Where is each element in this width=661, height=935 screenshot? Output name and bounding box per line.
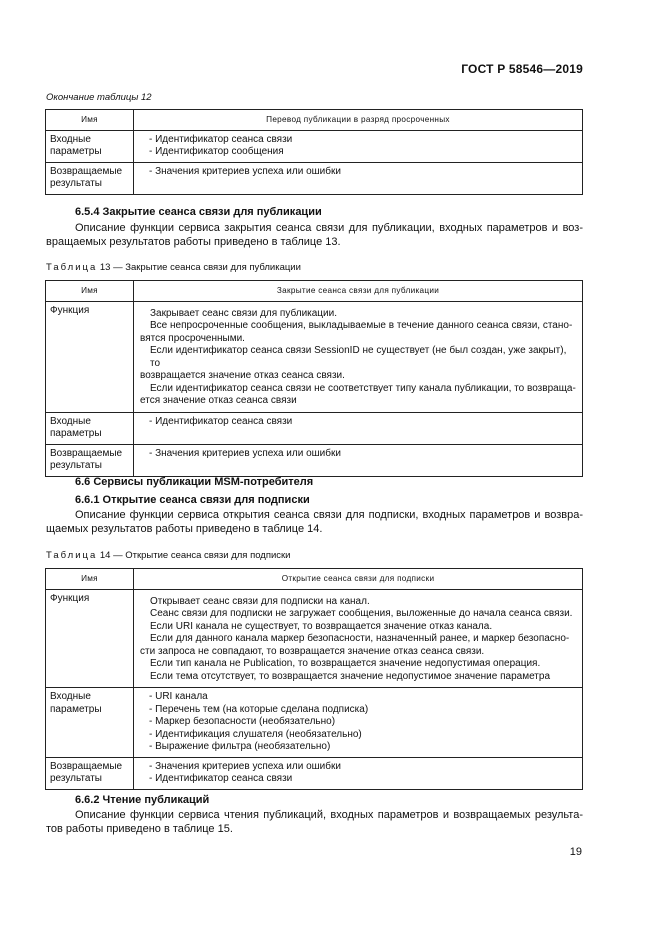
description-line: ется значение отказ сеанса связи xyxy=(140,395,297,406)
paragraph-line: Описание функции сервиса закрытия сеанса связи для публикации, входных параметров и воз- xyxy=(75,222,583,234)
table-row xyxy=(46,444,583,476)
list-item: - Значения критериев успеха или ошибки xyxy=(149,447,341,459)
description-line: сти запроса не совпадают, то возвращается значение отказ сеанса связи. xyxy=(140,645,485,657)
description-line: Если идентификатор сеанса связи SessionID не существует (не был создан, уже закрыт), то xyxy=(150,345,567,369)
list-item: - Маркер безопасности (необязательно) xyxy=(149,716,336,727)
paragraph-line: Описание функции сервиса открытия сеанса связи для подписки, входных параметров и возвра- xyxy=(75,509,583,521)
row-name-cell: Функция xyxy=(46,301,134,412)
table-row xyxy=(46,412,583,444)
column-header-function: Открытие сеанса связи для подписки xyxy=(134,569,583,590)
table-caption-title: 14 — Открытие сеанса связи для подписки xyxy=(97,550,291,561)
row-value-cell xyxy=(134,688,583,758)
row-name-cell xyxy=(46,412,134,444)
description-line: Все непросроченные сообщения, выкладываемые в течение данного сеанса связи, стано- xyxy=(150,320,573,331)
row-name-cell xyxy=(46,444,134,476)
list-item: - Идентификация слушателя (необязательно) xyxy=(149,728,362,740)
table14-caption xyxy=(46,550,291,561)
row-value-cell xyxy=(134,162,583,194)
list-item: - Идентификатор сеанса связи xyxy=(149,415,293,427)
row-name-line: Входные xyxy=(50,133,91,145)
row-name-line: параметры xyxy=(50,146,102,157)
row-name-line: Возвращаемые xyxy=(50,447,123,459)
table-row xyxy=(46,301,583,412)
section-heading-6-6: 6.6 Сервисы публикации MSM-потребителя xyxy=(75,476,314,488)
table12-caption: Окончание таблицы 12 xyxy=(46,92,152,103)
standard-code: ГОСТ Р 58546—2019 xyxy=(461,62,583,76)
row-name-cell xyxy=(46,688,134,758)
paragraph-6-6-1 xyxy=(46,508,583,536)
paragraph-line: вращаемых результатов работы приведено в таблице 13. xyxy=(46,236,341,248)
table-row xyxy=(46,688,583,758)
row-name-cell xyxy=(46,162,134,194)
table-header-row xyxy=(46,281,583,302)
description-line: возвращается значение отказ сеанса связи. xyxy=(140,370,345,381)
row-name-line: результаты xyxy=(50,460,102,471)
description-line: Если тип канала не Publication, то возвращается значение недопустимая операция. xyxy=(150,658,541,669)
row-name-line: Возвращаемые xyxy=(50,165,123,177)
page-number: 19 xyxy=(569,846,582,858)
function-description-cell xyxy=(134,589,583,688)
description-line: Если URI канала не существует, то возвращается значение отказ канала. xyxy=(150,620,493,632)
row-value-cell xyxy=(134,130,583,162)
table-header-row xyxy=(46,110,583,131)
row-name-line: результаты xyxy=(50,773,102,784)
list-item: - Значения критериев успеха или ошибки xyxy=(149,760,341,772)
section-heading-6-6-2: 6.6.2 Чтение публикаций xyxy=(75,794,210,806)
paragraph-6-5-4 xyxy=(46,221,583,249)
paragraph-line: щаемых результатов работы приведено в таблице 14. xyxy=(46,523,323,535)
table-12 xyxy=(45,109,583,195)
description-line: Открывает сеанс связи для подписки на канал. xyxy=(150,595,370,607)
function-description-cell xyxy=(134,301,583,412)
paragraph-line: Описание функции сервиса чтения публикаций, входных параметров и возвращаемых результа- xyxy=(75,809,583,821)
row-name-line: Входные xyxy=(50,691,91,702)
column-header-name: Имя xyxy=(46,569,134,590)
table-13 xyxy=(45,280,583,477)
list-item: - Идентификатор сеанса связи xyxy=(149,773,293,784)
column-header-function: Перевод публикации в разряд просроченных xyxy=(134,110,583,131)
row-name-line: результаты xyxy=(50,178,102,189)
table13-caption xyxy=(46,262,301,273)
list-item: - Идентификатор сообщения xyxy=(149,146,284,157)
row-value-cell xyxy=(134,412,583,444)
column-header-name: Имя xyxy=(46,281,134,302)
list-item: - Идентификатор сеанса связи xyxy=(149,133,293,145)
section-heading-6-6-1: 6.6.1 Открытие сеанса связи для подписки xyxy=(75,494,310,506)
table-row xyxy=(46,757,583,789)
description-line: Если для данного канала маркер безопасности, назначенный ранее, и маркер безопасно- xyxy=(150,633,570,644)
row-name-line: Входные xyxy=(50,415,91,427)
table-header-row xyxy=(46,569,583,590)
list-item: - Выражение фильтра (необязательно) xyxy=(149,741,331,752)
row-name-line: параметры xyxy=(50,428,102,439)
table-caption-title: 13 — Закрытие сеанса связи для публикации xyxy=(97,262,301,273)
paragraph-6-6-2 xyxy=(46,808,583,836)
table-row xyxy=(46,130,583,162)
row-name-cell: Функция xyxy=(46,589,134,688)
row-value-cell xyxy=(134,444,583,476)
description-line: Если тема отсутствует, то возвращается значение недопустимое значение параметра xyxy=(150,670,551,682)
list-item: - Перечень тем (на которые сделана подписка) xyxy=(149,703,369,715)
row-name-cell xyxy=(46,757,134,789)
description-line: Закрывает сеанс связи для публикации. xyxy=(150,307,337,319)
description-line: вятся просроченными. xyxy=(140,332,245,344)
list-item: - URI канала xyxy=(149,691,208,702)
table-row xyxy=(46,162,583,194)
description-line: Сеанс связи для подписки не загружает сообщения, выложенные до начала сеанса связи. xyxy=(150,608,573,619)
row-name-line: Возвращаемые xyxy=(50,760,123,772)
list-item: - Значения критериев успеха или ошибки xyxy=(149,165,341,177)
column-header-name: Имя xyxy=(46,110,134,131)
section-heading-6-5-4: 6.5.4 Закрытие сеанса связи для публикации xyxy=(75,206,322,218)
table-caption-word: Таблица xyxy=(46,262,98,273)
description-line: Если идентификатор сеанса связи не соответствует типу канала публикации, то возвраща- xyxy=(150,382,576,394)
row-name-cell xyxy=(46,130,134,162)
table-14 xyxy=(45,568,583,790)
paragraph-line: тов работы приведено в таблице 15. xyxy=(46,823,233,835)
column-header-function: Закрытие сеанса связи для публикации xyxy=(134,281,583,302)
table-caption-word: Таблица xyxy=(46,550,98,561)
row-name-line: параметры xyxy=(50,703,102,715)
row-value-cell xyxy=(134,757,583,789)
table-row xyxy=(46,589,583,688)
